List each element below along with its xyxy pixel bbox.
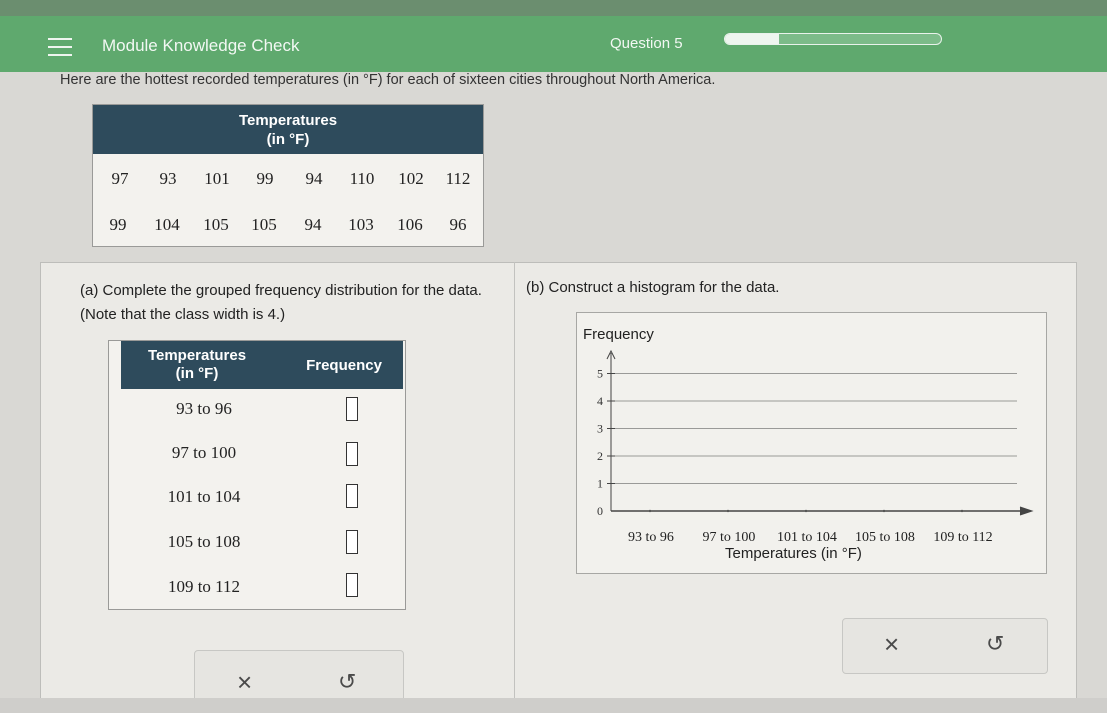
progress-bar (724, 33, 942, 45)
bottom-strip (0, 698, 1107, 713)
part-a-instructions: (a) Complete the grouped frequency distribution for the data. (Note that the class width is 4.) (80, 282, 482, 323)
frequency-input-3[interactable] (346, 484, 358, 508)
data-table-unit: (in °F) (266, 131, 310, 148)
histogram-area[interactable] (576, 312, 1047, 574)
class-column-title: Temperatures (147, 347, 247, 364)
progress-fill (725, 34, 779, 44)
class-label: 97 to 100 (171, 443, 237, 462)
undo-table-button[interactable]: ↺ (338, 669, 357, 694)
data-cell: 96 (449, 215, 467, 234)
menu-icon[interactable] (48, 38, 72, 56)
frequency-column-header: Frequency (306, 357, 382, 374)
class-column-unit: (in °F) (175, 365, 219, 382)
intro-text: Here are the hottest recorded temperatures (in °F) for each of sixteen cities throughout North America. (60, 72, 716, 88)
data-cell: 112 (445, 169, 471, 188)
data-cell: 99 (109, 215, 127, 234)
data-cell: 94 (305, 169, 323, 188)
class-column-header (121, 347, 273, 383)
y-tick-label: 5 (597, 366, 603, 381)
x-tick-dot (883, 510, 885, 512)
frequency-input-4[interactable] (346, 530, 358, 554)
histogram-plot[interactable] (577, 313, 1046, 573)
data-cell: 106 (397, 215, 423, 234)
data-cell: 99 (256, 169, 274, 188)
clear-table-button[interactable]: × (237, 667, 253, 697)
histogram-y-label: Frequency (583, 326, 654, 343)
frequency-input-2[interactable] (346, 442, 358, 466)
data-cell: 97 (111, 169, 129, 188)
x-category-label: 109 to 112 (933, 530, 993, 545)
data-cell: 103 (348, 215, 374, 234)
y-tick-label: 0 (597, 504, 603, 518)
histogram-x-label: Temperatures (in °F) (725, 545, 862, 562)
y-tick-label: 2 (597, 449, 603, 463)
data-cell: 105 (203, 215, 229, 234)
question-label: Question 5 (610, 35, 683, 52)
clear-histogram-button[interactable]: × (884, 629, 900, 659)
class-label: 93 to 96 (176, 399, 232, 418)
y-tick-label: 1 (597, 476, 603, 491)
top-bar (0, 0, 1107, 72)
part-b-instructions: (b) Construct a histogram for the data. (526, 279, 780, 296)
data-cell: 104 (154, 215, 180, 234)
data-cell: 105 (251, 215, 277, 234)
top-strip (0, 0, 1107, 16)
data-table-header (93, 105, 483, 154)
x-axis-arrow (1020, 507, 1032, 515)
class-label: 109 to 112 (167, 577, 241, 596)
data-cell: 102 (398, 169, 424, 188)
x-category-label: 101 to 104 (777, 530, 837, 545)
frequency-input-1[interactable] (346, 397, 358, 421)
data-cell: 110 (349, 169, 375, 188)
frequency-input-5[interactable] (346, 573, 358, 597)
x-category-label: 97 to 100 (702, 530, 756, 545)
data-cell: 94 (304, 215, 322, 234)
x-tick-dot (727, 510, 729, 512)
x-tick-dot (961, 510, 963, 512)
app-title: Module Knowledge Check (102, 36, 300, 55)
class-label: 101 to 104 (167, 487, 241, 506)
data-table-title: Temperatures (238, 112, 338, 129)
temperature-data-table (92, 104, 484, 247)
x-category-label: 105 to 108 (855, 530, 915, 545)
x-tick-dot (805, 510, 807, 512)
histogram-action-buttons (842, 618, 1048, 674)
class-label: 105 to 108 (167, 532, 241, 551)
undo-histogram-button[interactable]: ↺ (986, 631, 1005, 656)
frequency-table (108, 340, 406, 610)
panel-divider (514, 262, 515, 702)
frequency-table-header (121, 341, 403, 389)
y-tick-label: 3 (597, 421, 603, 436)
x-category-label: 93 to 96 (628, 530, 674, 545)
data-cell: 101 (204, 169, 230, 188)
x-tick-dot (649, 510, 651, 512)
y-tick-label: 4 (597, 394, 603, 408)
data-cell: 93 (159, 169, 177, 188)
